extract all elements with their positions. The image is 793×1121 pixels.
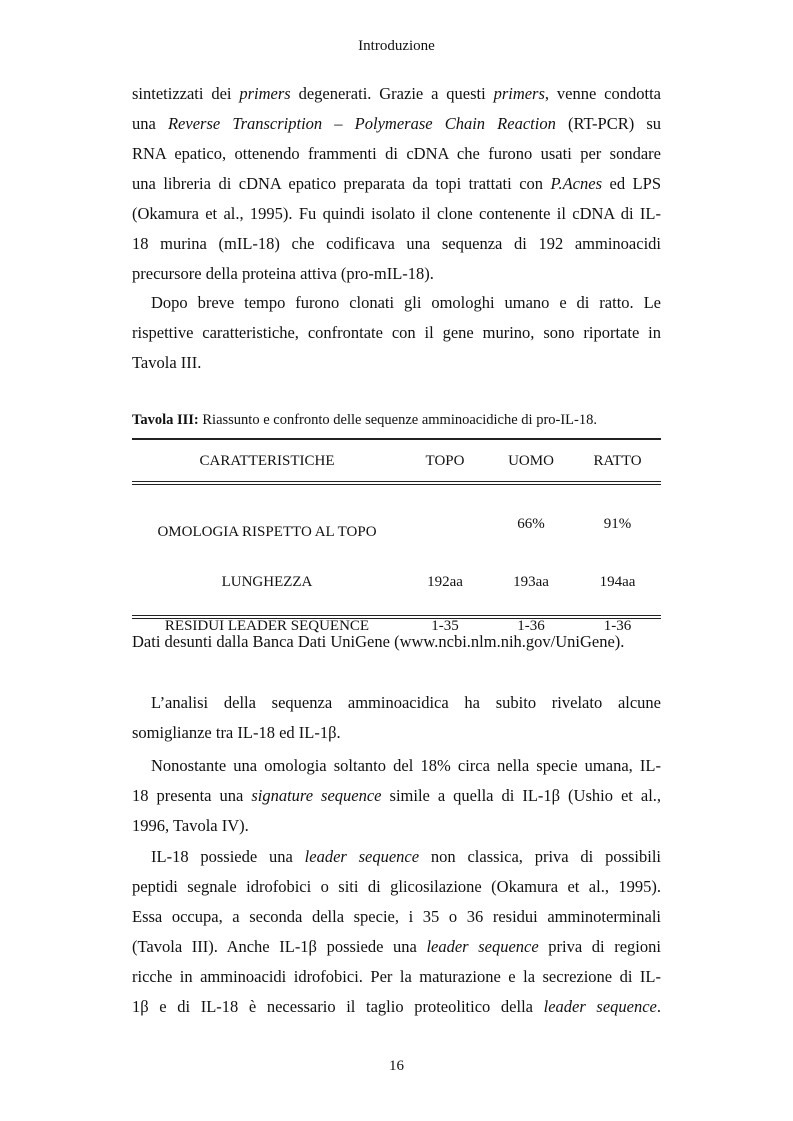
table-header-cell: TOPO: [425, 452, 465, 469]
table-header-row: [132, 439, 661, 483]
text-line: somiglianze tra IL-18 ed IL-1β.: [132, 723, 341, 742]
table-cell: [402, 483, 488, 545]
text-line: 18 presenta una signature sequence simile a quella di IL-1β (Ushio et al.,: [132, 786, 662, 805]
text-line: rispettive caratteristiche, confrontate con il gene murino, sono riportate in: [132, 323, 661, 342]
table-cell: 1-36: [517, 618, 545, 634]
text-line: 1996, Tavola IV).: [132, 816, 249, 835]
table-cell: OMOLOGIA RISPETTO AL TOPO: [157, 524, 377, 540]
table-cell: 91%: [603, 516, 632, 532]
table-cell: 1-35: [431, 618, 459, 634]
table-cell: 1-36: [603, 618, 632, 634]
table-source-note: Dati desunti dalla Banca Dati UniGene (www.ncbi.nlm.nih.gov/UniGene).: [132, 632, 625, 651]
text-line: ricche in amminoacidi idrofobici. Per la maturazione e la secrezione di IL-: [132, 967, 661, 986]
table-cell: 193aa: [513, 574, 549, 590]
paragraph-similarities: [132, 688, 661, 748]
text-line: precursore della proteina attiva (pro-mIL-18).: [132, 264, 434, 283]
text-line: 18 murina (mIL-18) che codificava una sequenza di 192 amminoacidi: [132, 234, 661, 253]
text-line: L’analisi della sequenza amminoacidica ha subito rivelato alcune: [151, 693, 661, 712]
table-cell: RESIDUI LEADER SEQUENCE: [164, 618, 370, 634]
table-cell: 194aa: [599, 574, 636, 590]
text-line: Nonostante una omologia soltanto del 18% circa nella specie umana, IL-: [151, 756, 661, 775]
table-cell: 192aa: [427, 574, 463, 590]
paragraph-homologs: [132, 288, 661, 378]
paragraph-signature: [132, 751, 661, 841]
page-number: 16: [389, 1058, 404, 1074]
paragraph-cloning: [132, 79, 661, 289]
text-line: sintetizzati dei primers degenerati. Grazie a questi primers, venne condotta: [132, 84, 661, 103]
text-line: Essa occupa, a seconda della specie, i 35 o 36 residui amminoterminali: [132, 907, 661, 926]
text-line: IL-18 possiede una leader sequence non classica, priva di possibili: [151, 847, 661, 866]
text-line: 1β e di IL-18 è necessario il taglio proteolitico della leader sequence.: [132, 997, 661, 1016]
text-line: Tavola III.: [132, 353, 202, 372]
table-row: [132, 545, 661, 595]
table-header-cell: RATTO: [593, 452, 642, 469]
table-header-cell: UOMO: [508, 452, 554, 469]
text-line: peptidi segnale idrofobici o siti di glicosilazione (Okamura et al., 1995).: [132, 877, 661, 896]
table-caption: [132, 412, 661, 429]
table-header-cell: CARATTERISTICHE: [199, 452, 335, 469]
text-line: (Okamura et al., 1995). Fu quindi isolato il clone contenente il cDNA di IL-: [132, 204, 661, 223]
table-row: [132, 483, 661, 545]
text-line: una libreria di cDNA epatico preparata da topi trattati con P.Acnes ed LPS: [132, 174, 661, 193]
text-line: (Tavola III). Anche IL-1β possiede una leader sequence priva di regioni: [132, 937, 661, 956]
table-caption-label: Tavola III:: [132, 412, 199, 428]
running-header: Introduzione: [358, 38, 435, 54]
text-line: una Reverse Transcription – Polymerase Chain Reaction (RT-PCR) su: [132, 114, 662, 133]
paragraph-leader-sequence: [132, 842, 661, 1022]
text-line: RNA epatico, ottenendo frammenti di cDNA che furono usati per sondare: [132, 144, 661, 163]
text-line: Dopo breve tempo furono clonati gli omologhi umano e di ratto. Le: [151, 293, 661, 312]
table-cell: LUNGHEZZA: [221, 574, 313, 590]
table-cell: 66%: [517, 516, 545, 532]
table-caption-text: Riassunto e confronto delle sequenze amminoacidiche di pro-IL-18.: [198, 412, 597, 428]
comparison-table: [132, 439, 661, 639]
